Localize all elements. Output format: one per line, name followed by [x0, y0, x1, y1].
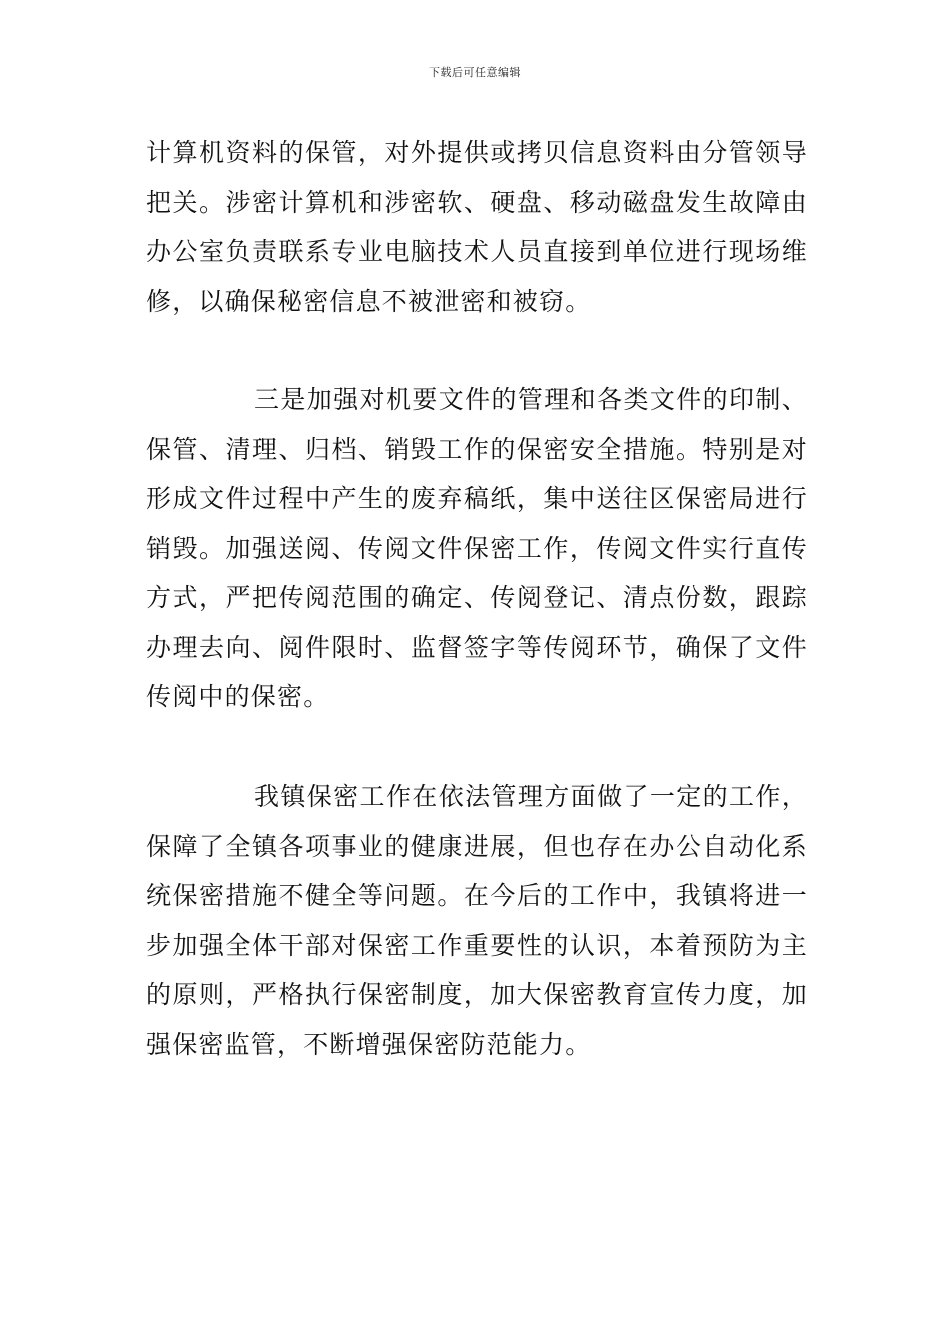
body-paragraph-3: 我镇保密工作在依法管理方面做了一定的工作，保障了全镇各项事业的健康进展，但也存在办公自动化系统保密措施不健全等问题。在今后的工作中，我镇将进一步加强全体干部对保密工作重要性的认识，本着预防为主的原则，严格执行保密制度，加大保密教育宣传力度，加强保密监管，不断增强保密防范能力。 — [146, 782, 808, 1059]
body-paragraph-1: 计算机资料的保管，对外提供或拷贝信息资料由分管领导把关。涉密计算机和涉密软、硬盘、移动磁盘发生故障由办公室负责联系专业电脑技术人员直接到单位进行现场维修，以确保秘密信息不被泄密和被窃。 — [146, 138, 808, 316]
body-paragraph-2: 三是加强对机要文件的管理和各类文件的印制、保管、清理、归档、销毁工作的保密安全措施。特别是对形成文件过程中产生的废弃稿纸，集中送往区保密局进行销毁。加强送阅、传阅文件保密工作，传阅文件实行直传方式，严把传阅范围的确定、传阅登记、清点份数，跟踪办理去向、阅件限时、监督签字等传阅环节，确保了文件传阅中的保密。 — [146, 385, 808, 711]
page-header-note: 下载后可任意编辑 — [429, 66, 521, 79]
